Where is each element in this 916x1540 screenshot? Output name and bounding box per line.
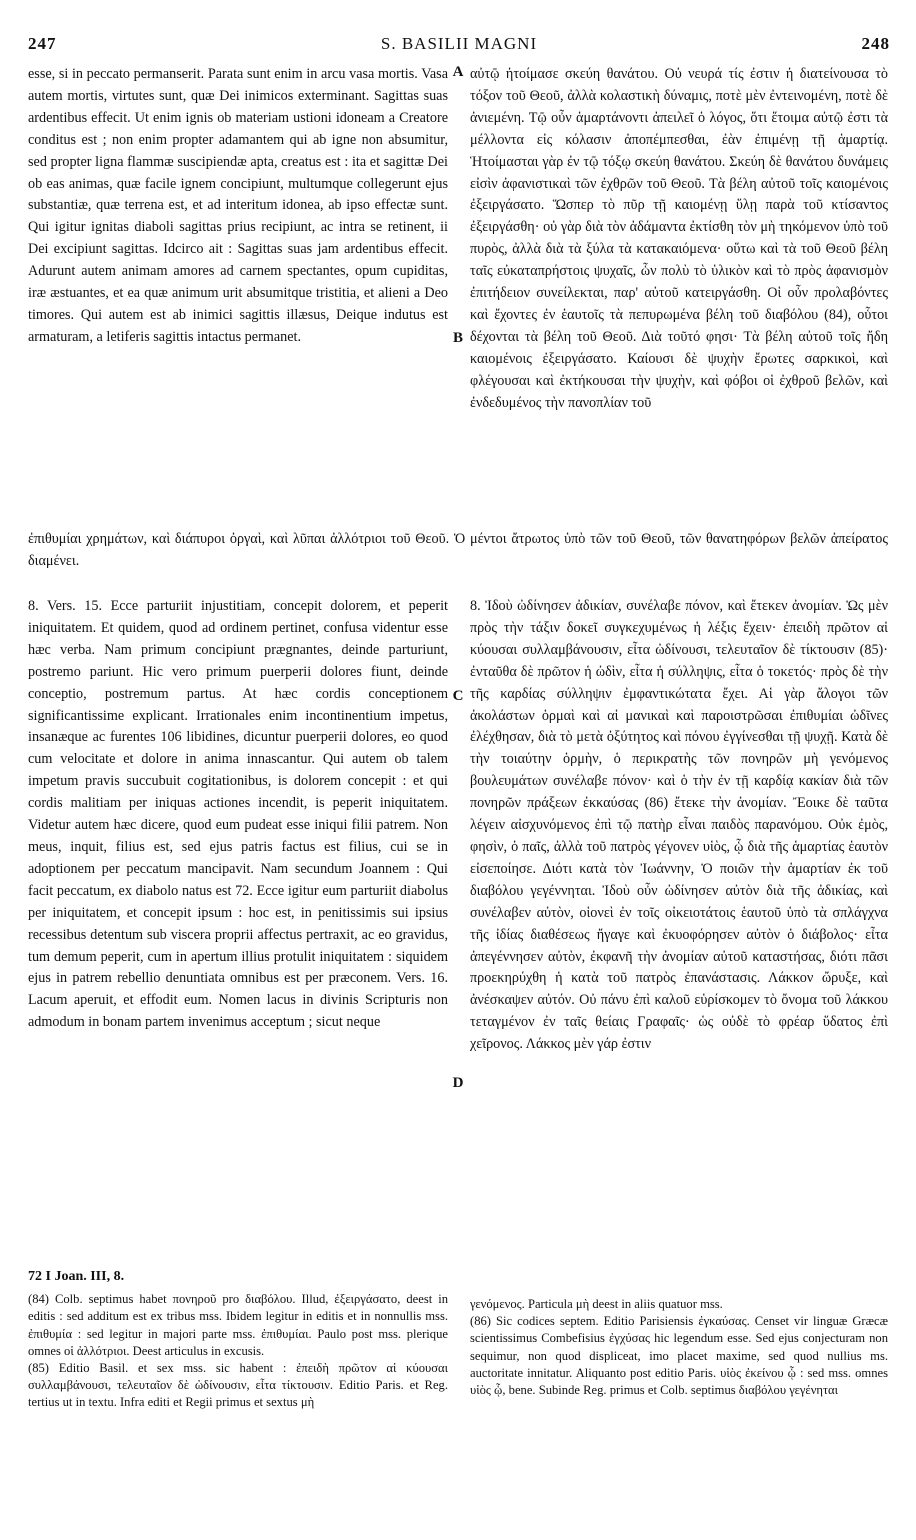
margin-letter-c: C [452, 688, 464, 704]
page-number-left: 247 [28, 34, 57, 53]
margin-letter-d: D [452, 1075, 464, 1091]
footnotes-right [470, 1296, 888, 1399]
footnotes-left [28, 1268, 448, 1412]
page-header [28, 34, 890, 64]
margin-letter-b: B [452, 330, 463, 346]
footnote-84: (84) Colb. septimus habet πονηροῦ pro διαβόλου. Illud, ἐξειργάσατο, deest in editis : sed additum est ex tribus mss. Ibidem legitur in editis et in nonnullis mss. ἐπιθυμία : sed legitur in majori parte mss. ἐπιθυμίαι. Paulo post mss. plerique omnes οἱ ἀλλότριοι. Deest articulus in excusis. [28, 1292, 448, 1358]
latin-column-top [28, 64, 448, 349]
page-number-right: 248 [861, 34, 890, 53]
latin-column-section-8 [28, 596, 448, 1034]
footnote-85-cont: γενόμενος. Particula μὴ deest in aliis quatuor mss. [470, 1297, 723, 1311]
margin-letter-a: A [452, 64, 464, 80]
greek-paragraph: αὐτῷ ἡτοίμασε σκεύη θανάτου. Οὐ νευρά τίς ἐστιν ἡ διατείνουσα τὸ τόξον τοῦ Θεοῦ, ἀλλὰ κολαστικὴ δύναμις, ποτὲ μὲν ἐντεινομένη, ποτὲ δὲ ἀνιεμένη. Τῷ οὖν ἁμαρτάνοντι ἀπειλεῖ ὁ λόγος, ὅτι ἕτοιμα αὐτῷ ἐστι τὰ μέλλοντα εἰς κόλασιν ἀποπέμπεσθαι, ἐὰν ἐπιμένῃ τῇ ἁμαρτίᾳ. Ἡτοίμασται γὰρ ἐν τῷ τόξῳ σκεύη θανάτου. Σκεύη δὲ θανάτου δυνάμεις εἰσὶν ἀφανιστικαὶ τῶν ἐχθρῶν τοῦ Θεοῦ. Τὰ βέλη αὐτοῦ τοῖς καιομένοις ἐξειργάσατο. Ὥσπερ τὸ πῦρ τῇ καιομένῃ ὕλῃ παρὰ τοῦ κτίσαντος ἐξειργάσθη· οὐ γὰρ διὰ τὸν ἀδάμαντα ἐκτίσθη τὸν μὴ τηκόμενον ὑπὸ τοῦ πυρὸς, ἀλλὰ διὰ τὰ ξύλα τὰ κατακαιόμενα· οὕτω καὶ τὰ τοῦ Θεοῦ βέλη ταῖς εὐκαταπρήστοις ψυχαῖς, ὧν πολὺ τὸ ὑλικὸν καὶ τὸ πρὸς ἀφανισμὸν ἐπιτήδειον συνείλεκται, παρ' αὐτοῦ κατειργάσθη. Οἱ οὖν προλαβόντες καὶ ἔχοντες ἐν ἑαυτοῖς τὰ πεπυρωμένα βέλη τοῦ διαβόλου (84), οὗτοι δέχονται τὰ βέλη τοῦ Θεοῦ. Διὰ τοῦτό φησι· Τὰ βέλη αὐτοῦ τοῖς ἤδη καιομένοις ἐξειργάσατο. Καίουσι δὲ ψυχὴν ἔρωτες σαρκικοὶ, καὶ φλέγουσαι καὶ ἐκτήκουσαι τὴν ψυχὴν, καὶ φόβοι οἱ ἐχθροῦ βελῶν, καὶ ἐνδεδυμένος τὴν πανοπλίαν τοῦ [470, 66, 888, 411]
footnote-86: (86) Sic codices septem. Editio Parisiensis ἐγκαύσας. Censet vir linguæ Græcæ scientissimus Combefisius ἐγχύσας hic legendum esse. Sed ejus conjecturam non sequimur, non quod displiceat, imo placet maxime, sed quod nullius ms. auctoritate innitatur. Aliquanto post editio Paris. υἱὸς ἐκείνου ᾧ : sed mss. omnes υἱὸς ᾧ, bene. Subinde Reg. primus et Colb. septimus διαβόλου γεγένηται [470, 1314, 888, 1398]
greek-fullwidth-text: ἐπιθυμίαι χρημάτων, καὶ διάπυροι ὀργαὶ, καὶ λῦπαι ἀλλότριοι τοῦ Θεοῦ. Ὁ μέντοι ἄτρωτος ὑπὸ τῶν τοῦ Θεοῦ, τῶν θανατηφόρων βελῶν ἀπείρατος διαμένει. [28, 531, 888, 570]
greek-fullwidth-line [28, 515, 888, 587]
latin-paragraph: esse, si in peccato permanserit. Parata sunt enim in arcu vasa mortis. Vasa autem mortis, virtutes sunt, quæ Dei inimicos exterminant. Sagittas suas ardentibus effecit. Ut enim ignis ob materiam ustioni idoneam a Creatore conditus est ; non enim propter adamantem qui ab igne non absumitur, sed propter ligna flammæ suscipiendæ apta, creatus est : ita et sagittæ Dei ob eas animas, quæ facile ignem concipiunt, multumque collegerunt ejus substantiæ, quæ terrena est, et ad interitum idonea, ab ipso effectæ sunt. Qui igitur ignitas diaboli sagittas prius recipiunt, ac intra se retinent, ii Dei excipiunt sagittas. Idcirco ait : Sagittas suas jam ardentibus effecit. Adurunt autem animam amores ad carnem spectantes, opum cupiditas, iræ æstuantes, et ea quæ animum urit absumitque tristitia, et alieni a Deo timores. Qui autem est ab inimici sagittis illæsus, Deique indutus est armaturam, a letiferis sagittis intactus permanet. [28, 66, 448, 345]
greek-column-top [470, 64, 888, 415]
greek-section-8-text: 8. Ἰδοὺ ὠδίνησεν ἀδικίαν, συνέλαβε πόνον, καὶ ἔτεκεν ἀνομίαν. Ὡς μὲν πρὸς τὴν τάξιν δοκεῖ συγκεχυμένως ἡ λέξις ἔχειν· ἐπειδὴ πρῶτον αἱ κύουσαι συλλαμβάνουσιν, εἶτα ὠδίνουσι, τελευταῖον δὲ τίκτουσιν (85)· ἐνταῦθα δὲ πρῶτον ἡ ὠδὶν, εἶτα ἡ σύλληψις, εἶτα ὁ τοκετός· πρὸς δὲ τὴν τῆς καρδίας σύλληψιν ἐμφαντικώτατα ἔχει. Αἱ γὰρ ἄλογοι τῶν ἀκολάστων ὁρμαὶ καὶ αἱ μανικαὶ καὶ παροιστρῶσαι ἐπιθυμίαι ὠδῖνες ἐλέχθησαν, διὰ τὸ μετὰ ὀξύτητος καὶ πόνου ἐγγίνεσθαι τῇ ψυχῇ. Κατὰ δὲ τὴν τοιαύτην ὁρμὴν, ὁ περικρατὴς τῶν πονηρῶν μὴ γενόμενος βουλευμάτων συνέλαβε πόνον· καὶ ὁ τὴν ἐν τῇ καρδίᾳ κακίαν διὰ τῶν πονηρῶν πράξεων ἐκκαύσας (86) ἔτεκε τὴν ἀνομίαν. Ἔοικε δὲ ταῦτα λέγειν αἰσχυνόμενος ἐπὶ τῷ πατὴρ εἶναι παιδὸς παρανόμου. Οὐκ ἐμὸς, φησὶν, ὁ παῖς, ἀλλὰ τοῦ πατρὸς γέγονεν υἱὸς, ᾧ διὰ τῆς ἁμαρτίας ἑαυτὸν εἰσεποίησε. Διότι κατὰ τὸν Ἰωάννην, Ὁ ποιῶν τὴν ἁμαρτίαν ἐκ τοῦ διαβόλου γεγέννηται. Ἰδοὺ οὖν ὠδίνησεν αὐτὸν διὰ τῆς ἀδικίας, καὶ συνέλαβεν αὐτὸν, οἱονεὶ ἐν τοῖς οἰκειοτάτοις ἑαυτοῦ ὑπὸ τὰ σπλάγχνα τῆς ἰδίας διαθέσεως ἤγαγε καὶ ἐκυοφόρησεν αὐτὸν ὁ διάβολος· εἶτα ἀπεγέννησεν αὐτὸν, ἐκφανῆ τὴν ἀνομίαν αὐτοῦ καταστήσας, διότι πᾶσι προεκηρύχθη ἡ κατὰ τοῦ πατρὸς ἐπανάστασις. Λάκκον ὤρυξε, καὶ ἀνέσκαψεν αὐτόν. Οὐ πάνυ ἐπὶ καλοῦ εὑρίσκομεν τὸ ὄνομα τοῦ λάκκου τεταγμένον ἐν ταῖς θείαις Γραφαῖς· ὡς οὐδὲ τὸ φρέαρ ὕδατος ἐπὶ χεῖρονος. Λάκκος μὲν γάρ ἐστιν [470, 598, 888, 1053]
running-title: S. BASILII MAGNI [380, 34, 538, 53]
greek-column-section-8 [470, 596, 888, 1056]
footnote-85: (85) Editio Basil. et sex mss. sic habent : ἐπειδὴ πρῶτον αἱ κύουσαι συλλαμβάνουσι, τελευταῖον δὲ ὠδίνουσιν, εἶτα τίκτουσιν. Editio Paris. et Reg. tertius ut in textu. Infra editi et Regii primus et sextus μὴ [28, 1361, 448, 1410]
latin-section-8-text: 8. Vers. 15. Ecce parturiit injustitiam, concepit dolorem, et peperit iniquitatem. Et quidem, quod ad ordinem pertinet, confusa videntur esse hæc verba. Nam primum concipiunt prægnantes, deinde parturiunt, postremo pariunt. Hic vero primum puerperii dolores fiunt, deinde conceptio, postremum partus. At hæc cordis conceptionem significantissime explicant. Irrationales enim incontinentium impetus, insanæque ac furentes 106 libidines, dicuntur puerperii dolores, eo quod cum velocitate et dolore in anima innascantur. Qui autem ob talem impetum pravis succubuit cogitationibus, is dolorem concepit : et qui cordis malitiam per iniquas actiones incendit, is peperit iniquitatem. Videtur autem hæc dicere, quod eum pudeat esse iniqui filii patrem. Non meus, inquit, filius est, sed ejus patris factus est filius, cui se in adoptionem per peccatum mancipavit. Nam secundum Joannem : Qui facit peccatum, ex diabolo natus est 72. Ecce igitur eum parturiit diabolus per iniquitatem, et concepit ipsum : hoc est, in penitissimis sui ipsius recessibus detentum sub viscera proprii affectus pertraxit, ac eo gravidus, tum demum peperit, cum in apertum illius protulit iniquitatem : siquidem ejus in patrem rebellio denuntiata omnibus est per præconem. Vers. 16. Lacum aperuit, et effodit eum. Nomen lacus in divinis Scripturis non admodum in bonam partem invenimus acceptum ; sicut neque [28, 598, 448, 1031]
footnote-ref-72: 72 I Joan. III, 8. [28, 1269, 125, 1284]
